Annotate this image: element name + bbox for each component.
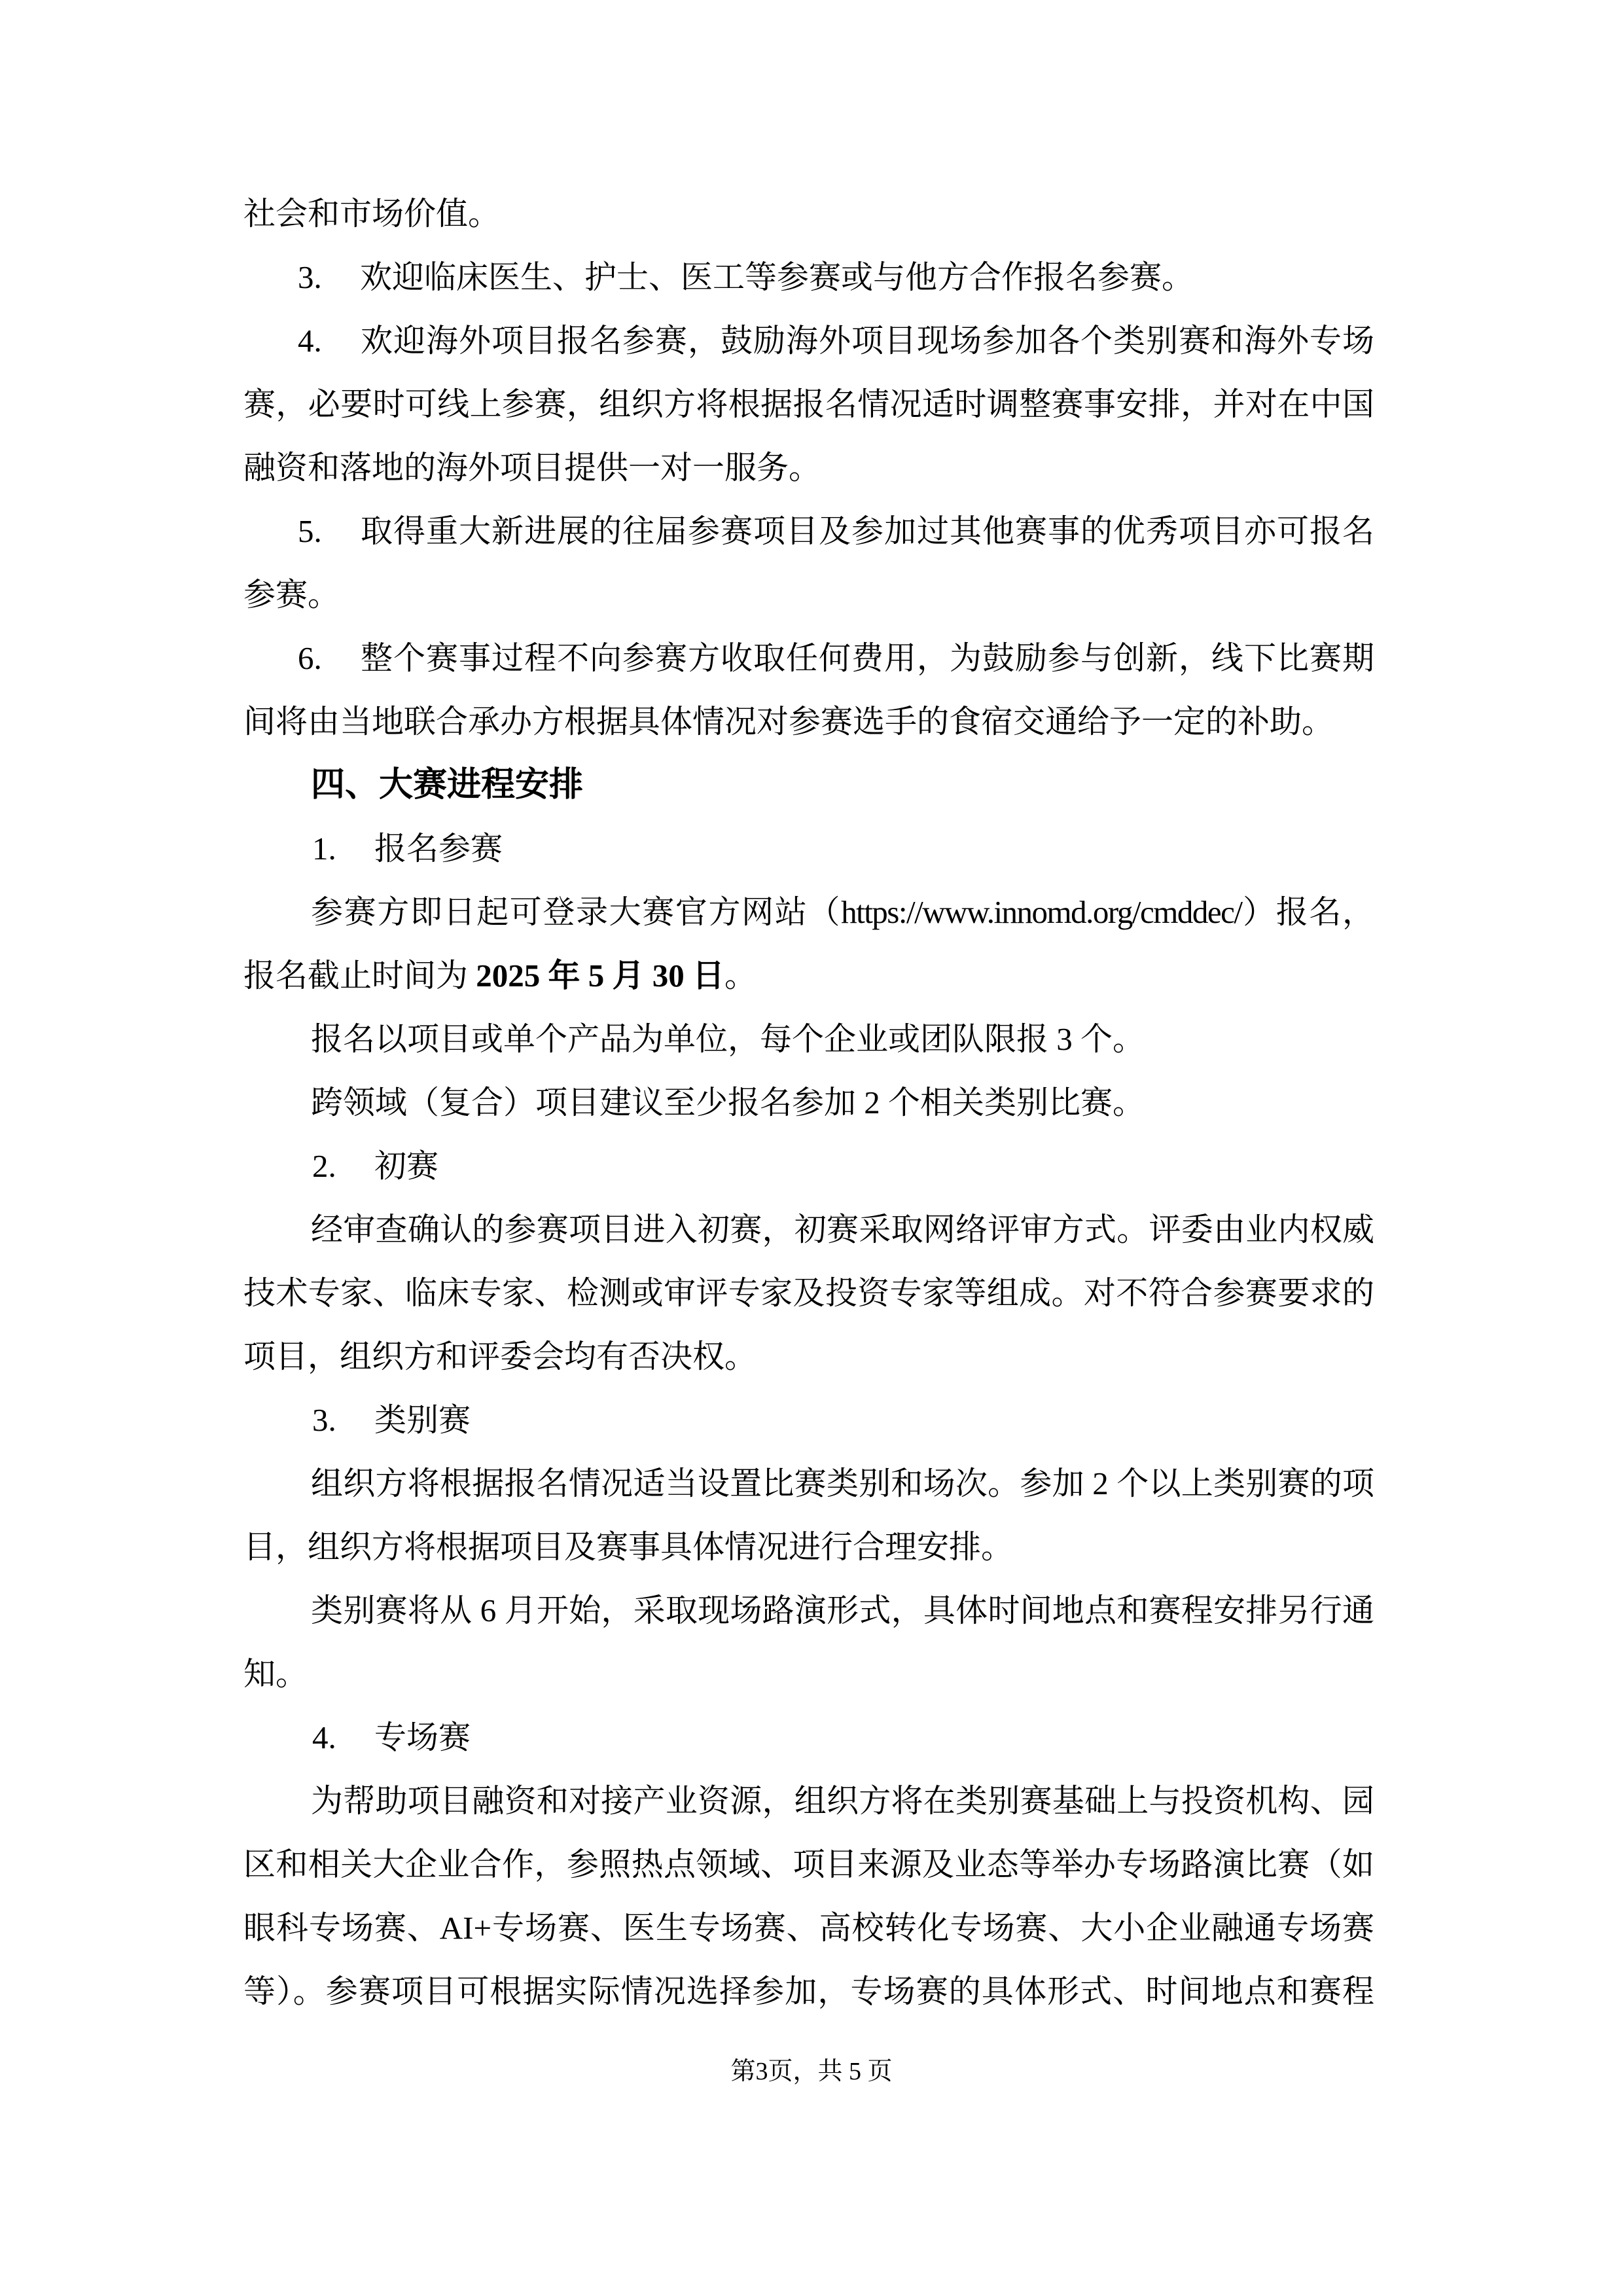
list-item-text: 欢迎海外项目报名参赛，鼓励海外项目现场参加各个类别赛和海外专场赛，必要时可线上参赛，组织方将根据报名情况适时调整赛事安排，并对在中国融资和落地的海外项目提供一对一服务。 bbox=[243, 323, 1374, 486]
list-item-text: 整个赛事过程不向参赛方收取任何费用，为鼓励参与创新，线下比赛期间将由当地联合承办方根据具体情况对参赛选手的食宿交通给予一定的补助。 bbox=[243, 640, 1374, 740]
footer-page-number: 第3页，共 5 页 bbox=[730, 2058, 893, 2085]
section-heading-4: 四、大赛进程安排 bbox=[311, 766, 584, 804]
paragraph-preliminary-detail: 经审查确认的参赛项目进入初赛，初赛采取网络评审方式。评委由业内权威技术专家、临床专家、检测或审评专家及投资专家等组成。对不符合参赛要求的项目，组织方和评委会均有否决权。 bbox=[243, 1211, 1374, 1374]
website-url-text: https://www.innomd.org/cmddec/ bbox=[841, 894, 1242, 930]
list-item-text: 欢迎临床医生、护士、医工等参赛或与他方合作报名参赛。 bbox=[360, 259, 1194, 295]
paragraph-special-detail: 为帮助项目融资和对接产业资源，组织方将在类别赛基础上与投资机构、园区和相关大企业合作，参照热点领域、项目来源及业态等举办专场路演比赛（如眼科专场赛、AI+专场赛、医生专场赛、高校转化专场赛、大小企业融通专场赛等）。参赛项目可根据实际情况选择参加，专场赛的具体形式、时间地点和赛程 bbox=[243, 1783, 1374, 2009]
list-item-3 bbox=[243, 245, 1374, 309]
list-number: 6. bbox=[298, 640, 322, 676]
sub-item-4-special bbox=[243, 1706, 1374, 1769]
list-number: 4. bbox=[312, 1719, 336, 1755]
list-number: 5. bbox=[298, 513, 322, 549]
deadline-date: 2025 年 5 月 30 日 bbox=[476, 958, 725, 994]
paragraph-continuation: 社会和市场价值。 bbox=[243, 196, 501, 232]
paragraph-cross-domain: 跨领域（复合）项目建议至少报名参加 2 个相关类别比赛。 bbox=[311, 1085, 1145, 1121]
paragraph-category-setup: 组织方将根据报名情况适当设置比赛类别和场次。参加 2 个以上类别赛的项目，组织方将根据项目及赛事具体情况进行合理安排。 bbox=[243, 1465, 1374, 1565]
sub-item-1-registration bbox=[243, 817, 1374, 880]
list-item-text: 专场赛 bbox=[374, 1719, 471, 1755]
paragraph-text: ）报名，报名截止时间为 bbox=[243, 894, 1374, 994]
list-item-text: 取得重大新进展的往届参赛项目及参加过其他赛事的优秀项目亦可报名参赛。 bbox=[243, 513, 1374, 613]
list-item-5 bbox=[243, 499, 1374, 626]
paragraph-text: 。 bbox=[724, 958, 757, 994]
paragraph-registration-url bbox=[243, 880, 1374, 1007]
list-number: 3. bbox=[298, 259, 322, 295]
sub-item-2-preliminary bbox=[243, 1134, 1374, 1198]
list-number: 2. bbox=[312, 1148, 336, 1184]
sub-item-3-category bbox=[243, 1388, 1374, 1452]
list-number: 4. bbox=[298, 323, 322, 359]
list-item-text: 类别赛 bbox=[374, 1402, 471, 1438]
document-body bbox=[243, 182, 1374, 2023]
paragraph-text: 参赛方即日起可登录大赛官方网站（ bbox=[311, 894, 842, 930]
paragraph-entry-limit: 报名以项目或单个产品为单位，每个企业或团队限报 3 个。 bbox=[311, 1021, 1145, 1057]
list-number: 1. bbox=[312, 831, 336, 867]
list-item-4 bbox=[243, 309, 1374, 499]
list-item-text: 报名参赛 bbox=[374, 831, 503, 867]
list-number: 3. bbox=[312, 1402, 336, 1438]
paragraph-category-schedule: 类别赛将从 6 月开始，采取现场路演形式，具体时间地点和赛程安排另行通知。 bbox=[243, 1592, 1374, 1692]
list-item-6 bbox=[243, 626, 1374, 753]
list-item-text: 初赛 bbox=[374, 1148, 439, 1184]
